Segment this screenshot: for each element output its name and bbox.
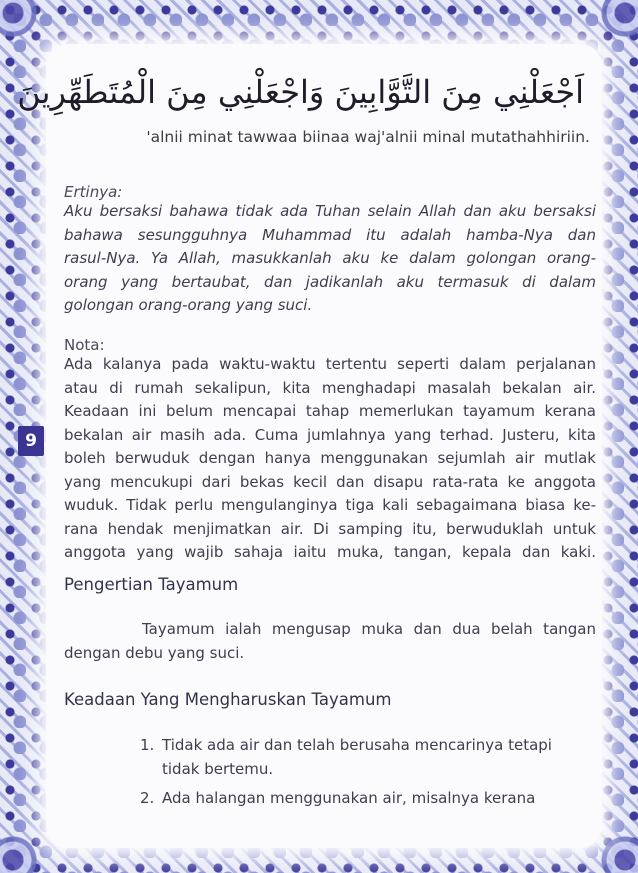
pengertian-line: Tayamum ialah mengusap muka dan dua belah tangan — [142, 620, 596, 638]
page-number: 9 — [18, 426, 44, 456]
section-heading-pengertian: Pengertian Tayamum — [64, 575, 239, 594]
ertinya-line: rasul-Nya. Ya Allah, masukkanlah aku ke dalam golongan orang- — [64, 249, 596, 267]
nota-line: wuduk. Tidak perlu mengulanginya tiga kali sebagaimana biasa ke- — [64, 496, 596, 514]
ertinya-paragraph — [64, 200, 596, 318]
ertinya-line: orang yang bertaubat, dan jadikanlah aku termasuk di dalam — [64, 272, 596, 291]
pengertian-line: dengan debu yang suci. — [64, 643, 245, 662]
section-heading-keadaan: Keadaan Yang Mengharuskan Tayamum — [64, 690, 392, 709]
nota-line: anggota yang wajib sahaja iaitu muka, tangan, kepala dan kaki. — [64, 543, 596, 561]
nota-label: Nota: — [64, 336, 105, 354]
nota-line: bekalan air masih ada. Cuma jumlahnya yang terhad. Justeru, kita — [64, 425, 596, 444]
ertinya-line: golongan orang-orang yang suci. — [64, 296, 313, 314]
nota-line: Ada kalanya pada waktu-waktu tertentu seperti dalam perjalanan — [64, 355, 596, 373]
pengertian-paragraph — [64, 618, 596, 665]
ertinya-line: bahawa sesungguhnya Muhammad itu adalah hamba-Nya dan — [64, 225, 596, 244]
list-number: 1. — [140, 736, 155, 754]
list-text: Tidak ada air dan telah berusaha mencarinya tetapi — [162, 736, 552, 754]
ertinya-line: Aku bersaksi bahawa tidak ada Tuhan selain Allah dan aku bersaksi — [64, 202, 596, 220]
nota-line: yang mencukupi dari bekas kecil dan disapu rata-rata ke anggota — [64, 472, 596, 491]
list-number: 2. — [140, 789, 155, 807]
list-item — [140, 787, 590, 811]
nota-line: boleh berwuduk dengan hanya menggunakan sejumlah air mutlak — [64, 449, 596, 467]
ertinya-label: Ertinya: — [64, 183, 123, 201]
list-item — [140, 734, 590, 781]
arabic-dua: اَجْعَلْنِي مِنَ التَّوَّابِينَ وَاجْعَلْنِي مِنَ الْمُتَطَهِّرِينَ — [17, 73, 584, 111]
list-text: tidak bertemu. — [162, 759, 274, 778]
nota-line: Keadaan ini belum mencapai tahap memerlukan tayamum kerana — [64, 402, 596, 420]
transliteration: 'alnii minat tawwaa biinaa waj'alnii minal mutathahhiriin. — [146, 128, 590, 146]
nota-paragraph — [64, 353, 596, 565]
nota-line: atau di rumah sekalipun, kita menghadapi masalah bekalan air. — [64, 378, 596, 397]
list-text: Ada halangan menggunakan air, misalnya kerana — [162, 789, 536, 807]
nota-line: rana hendak menjimatkan air. Di samping itu, berwuduklah untuk — [64, 519, 596, 538]
